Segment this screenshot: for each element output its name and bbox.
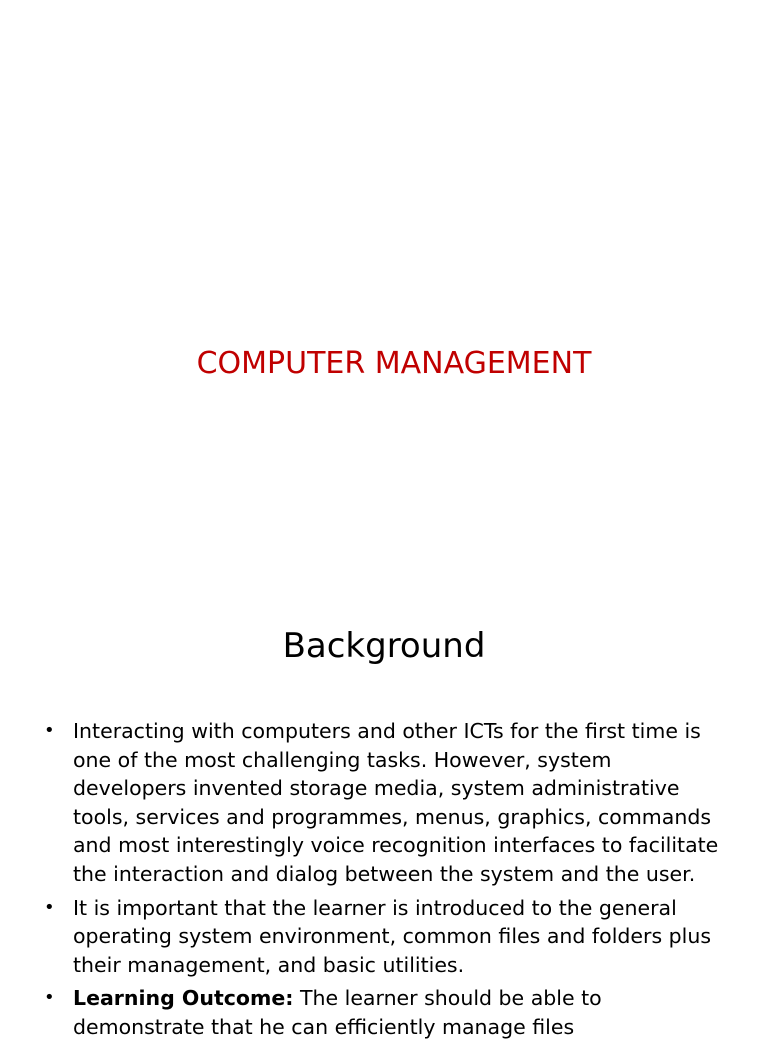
page-title-text: COMPUTER MANAGEMENT [196,346,592,381]
list-item [40,894,730,980]
bullet-text: The learner should be able to demonstrate that he can efficiently manage files [73,986,602,1039]
section-heading: Background [282,626,486,666]
bullet-text: Interacting with computers and other ICTs for the first time is one of the most challenging tasks. However, system developers invented storage media, system administrative tools, services and programmes, menus, graphics, commands and most interestingly voice recognition interfaces to facilitate the interaction and dialog between the system and the user. [73,719,719,886]
bullet-bold-label: Learning Outcome: [73,986,294,1011]
list-item [40,717,730,889]
list-item [40,984,730,1041]
bullet-icon: • [44,896,55,918]
background-slide [0,576,768,1039]
bullet-icon: • [44,720,55,741]
bullet-icon: • [44,987,55,1009]
bullet-text: It is important that the learner is introduced to the general operating system environment, common files and folders plus their management, and basic utilities. [73,895,712,977]
page-title [0,346,768,381]
bullet-list [40,717,730,1047]
